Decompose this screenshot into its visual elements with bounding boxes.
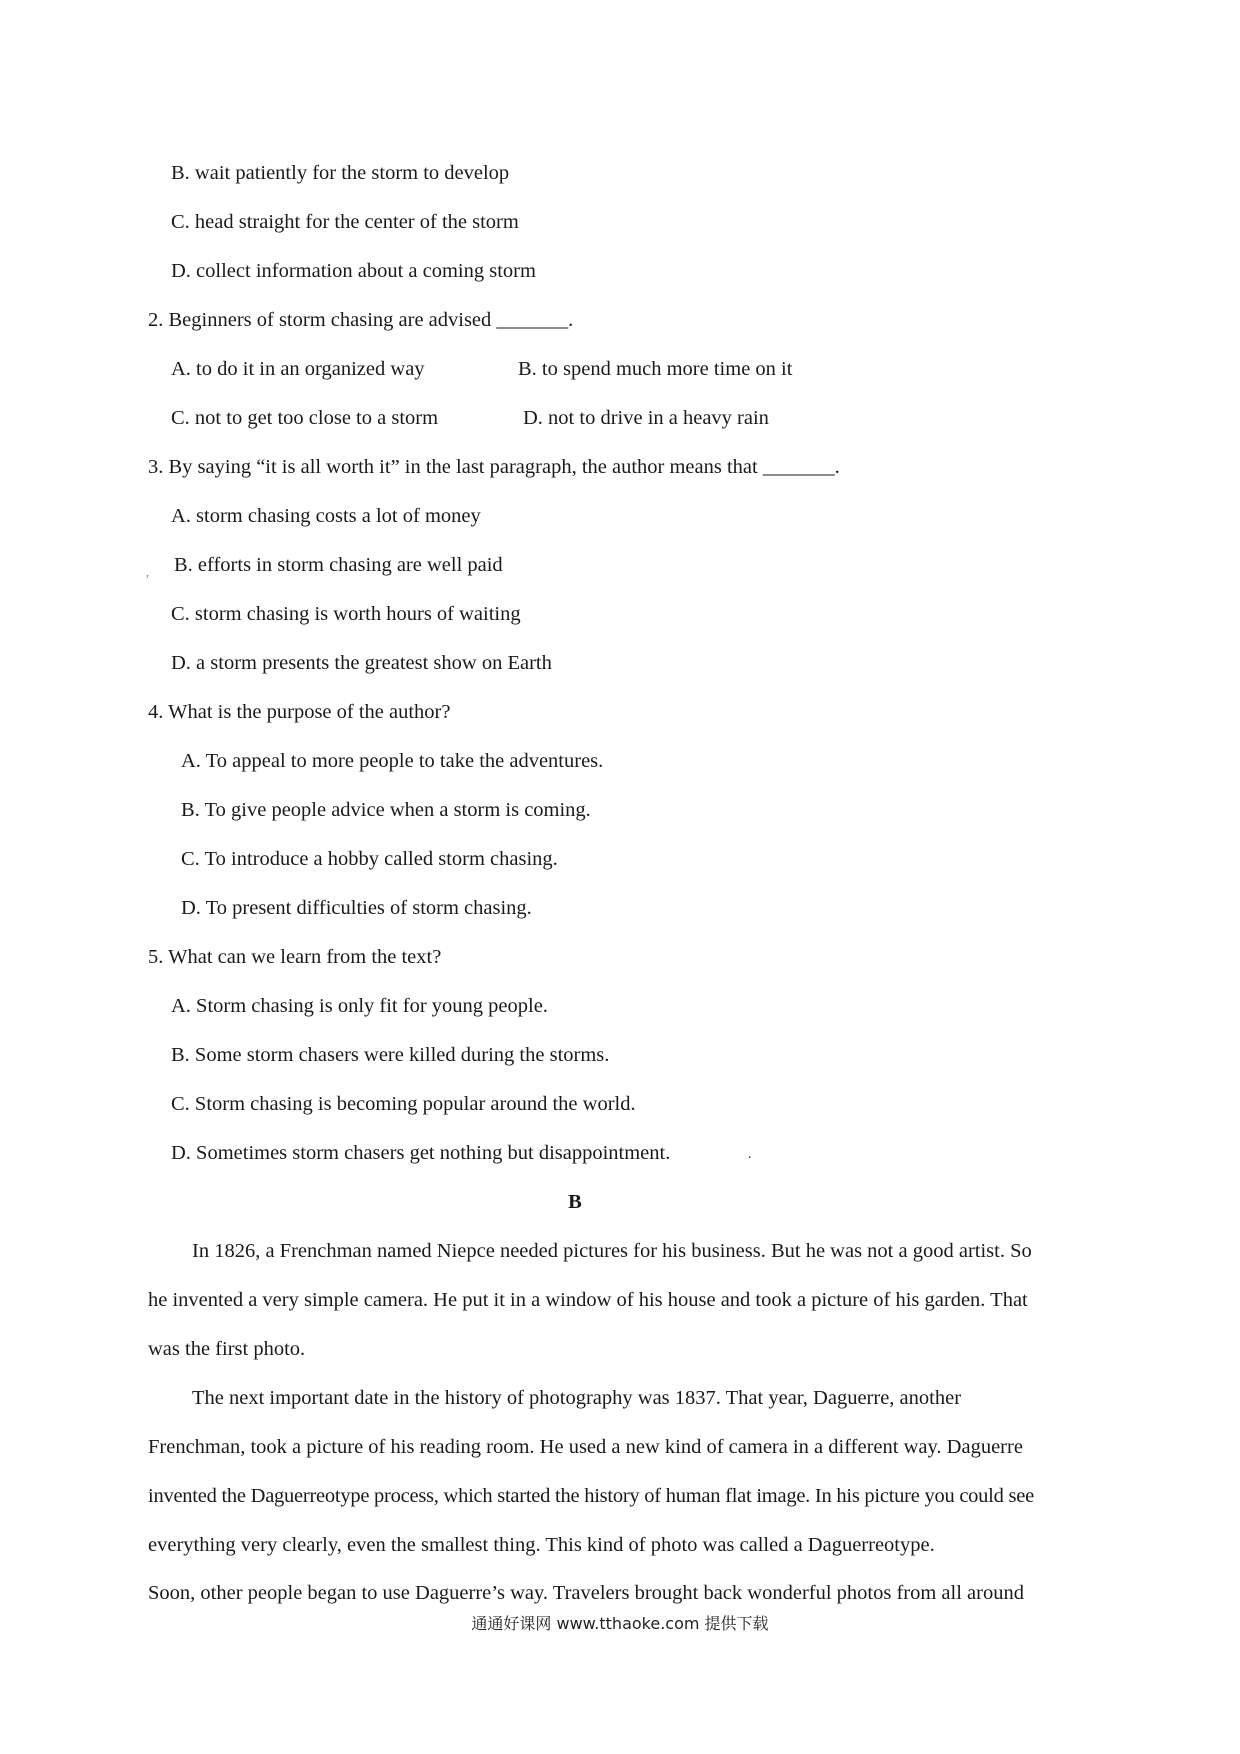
q2-stem: 2. Beginners of storm chasing are advised _______. — [148, 309, 574, 331]
para2-line2: Frenchman, took a picture of his reading room. He used a new kind of camera in a different way. Daguerre — [148, 1436, 1023, 1458]
q3-option-c: C. storm chasing is worth hours of waiting — [171, 603, 521, 625]
q2-option-d: D. not to drive in a heavy rain — [523, 407, 769, 429]
stray-dot: . — [748, 1147, 752, 1162]
q3-option-d: D. a storm presents the greatest show on Earth — [171, 652, 552, 674]
para1-line2: he invented a very simple camera. He put it in a window of his house and took a picture of his garden. That — [148, 1289, 1028, 1311]
q4-option-c: C. To introduce a hobby called storm chasing. — [181, 848, 558, 870]
q3-option-b: B. efforts in storm chasing are well paid — [174, 554, 503, 576]
q5-option-d: D. Sometimes storm chasers get nothing but disappointment. — [171, 1142, 671, 1164]
page-footer: 通通好课网 www.tthaoke.com 提供下载 — [471, 1614, 769, 1633]
q4-option-a: A. To appeal to more people to take the adventures. — [181, 750, 604, 772]
q5-option-c: C. Storm chasing is becoming popular around the world. — [171, 1093, 636, 1115]
q1-option-b: B. wait patiently for the storm to develop — [171, 162, 510, 184]
q3-stem: 3. By saying “it is all worth it” in the last paragraph, the author means that _______. — [148, 456, 840, 478]
para1-line1: In 1826, a Frenchman named Niepce needed pictures for his business. But he was not a good artist. So — [192, 1240, 1032, 1262]
q4-option-d: D. To present difficulties of storm chasing. — [181, 897, 532, 919]
para1-line3: was the first photo. — [148, 1338, 306, 1360]
q4-stem: 4. What is the purpose of the author? — [148, 701, 451, 723]
section-b-title: B — [568, 1191, 582, 1213]
q5-option-b: B. Some storm chasers were killed during the storms. — [171, 1044, 610, 1066]
q2-option-b: B. to spend much more time on it — [518, 358, 793, 380]
q3-option-a: A. storm chasing costs a lot of money — [171, 505, 481, 527]
q5-stem: 5. What can we learn from the text? — [148, 946, 442, 968]
stray-mark: , — [146, 565, 149, 579]
q1-option-d: D. collect information about a coming storm — [171, 260, 536, 282]
para2-line1: The next important date in the history of photography was 1837. That year, Daguerre, another — [192, 1387, 962, 1409]
q1-option-c: C. head straight for the center of the storm — [171, 211, 519, 233]
para2-line4: everything very clearly, even the smallest thing. This kind of photo was called a Daguerreotype. — [148, 1534, 935, 1556]
q5-option-a: A. Storm chasing is only fit for young people. — [171, 995, 548, 1017]
para3-line1: Soon, other people began to use Daguerre’s way. Travelers brought back wonderful photos from all around — [148, 1582, 1024, 1604]
para2-line3: invented the Daguerreotype process, which started the history of human flat image. In his picture you could see — [148, 1485, 1034, 1507]
q2-option-c: C. not to get too close to a storm — [171, 407, 439, 429]
q4-option-b: B. To give people advice when a storm is coming. — [181, 799, 591, 821]
q2-option-a: A. to do it in an organized way — [171, 358, 425, 380]
